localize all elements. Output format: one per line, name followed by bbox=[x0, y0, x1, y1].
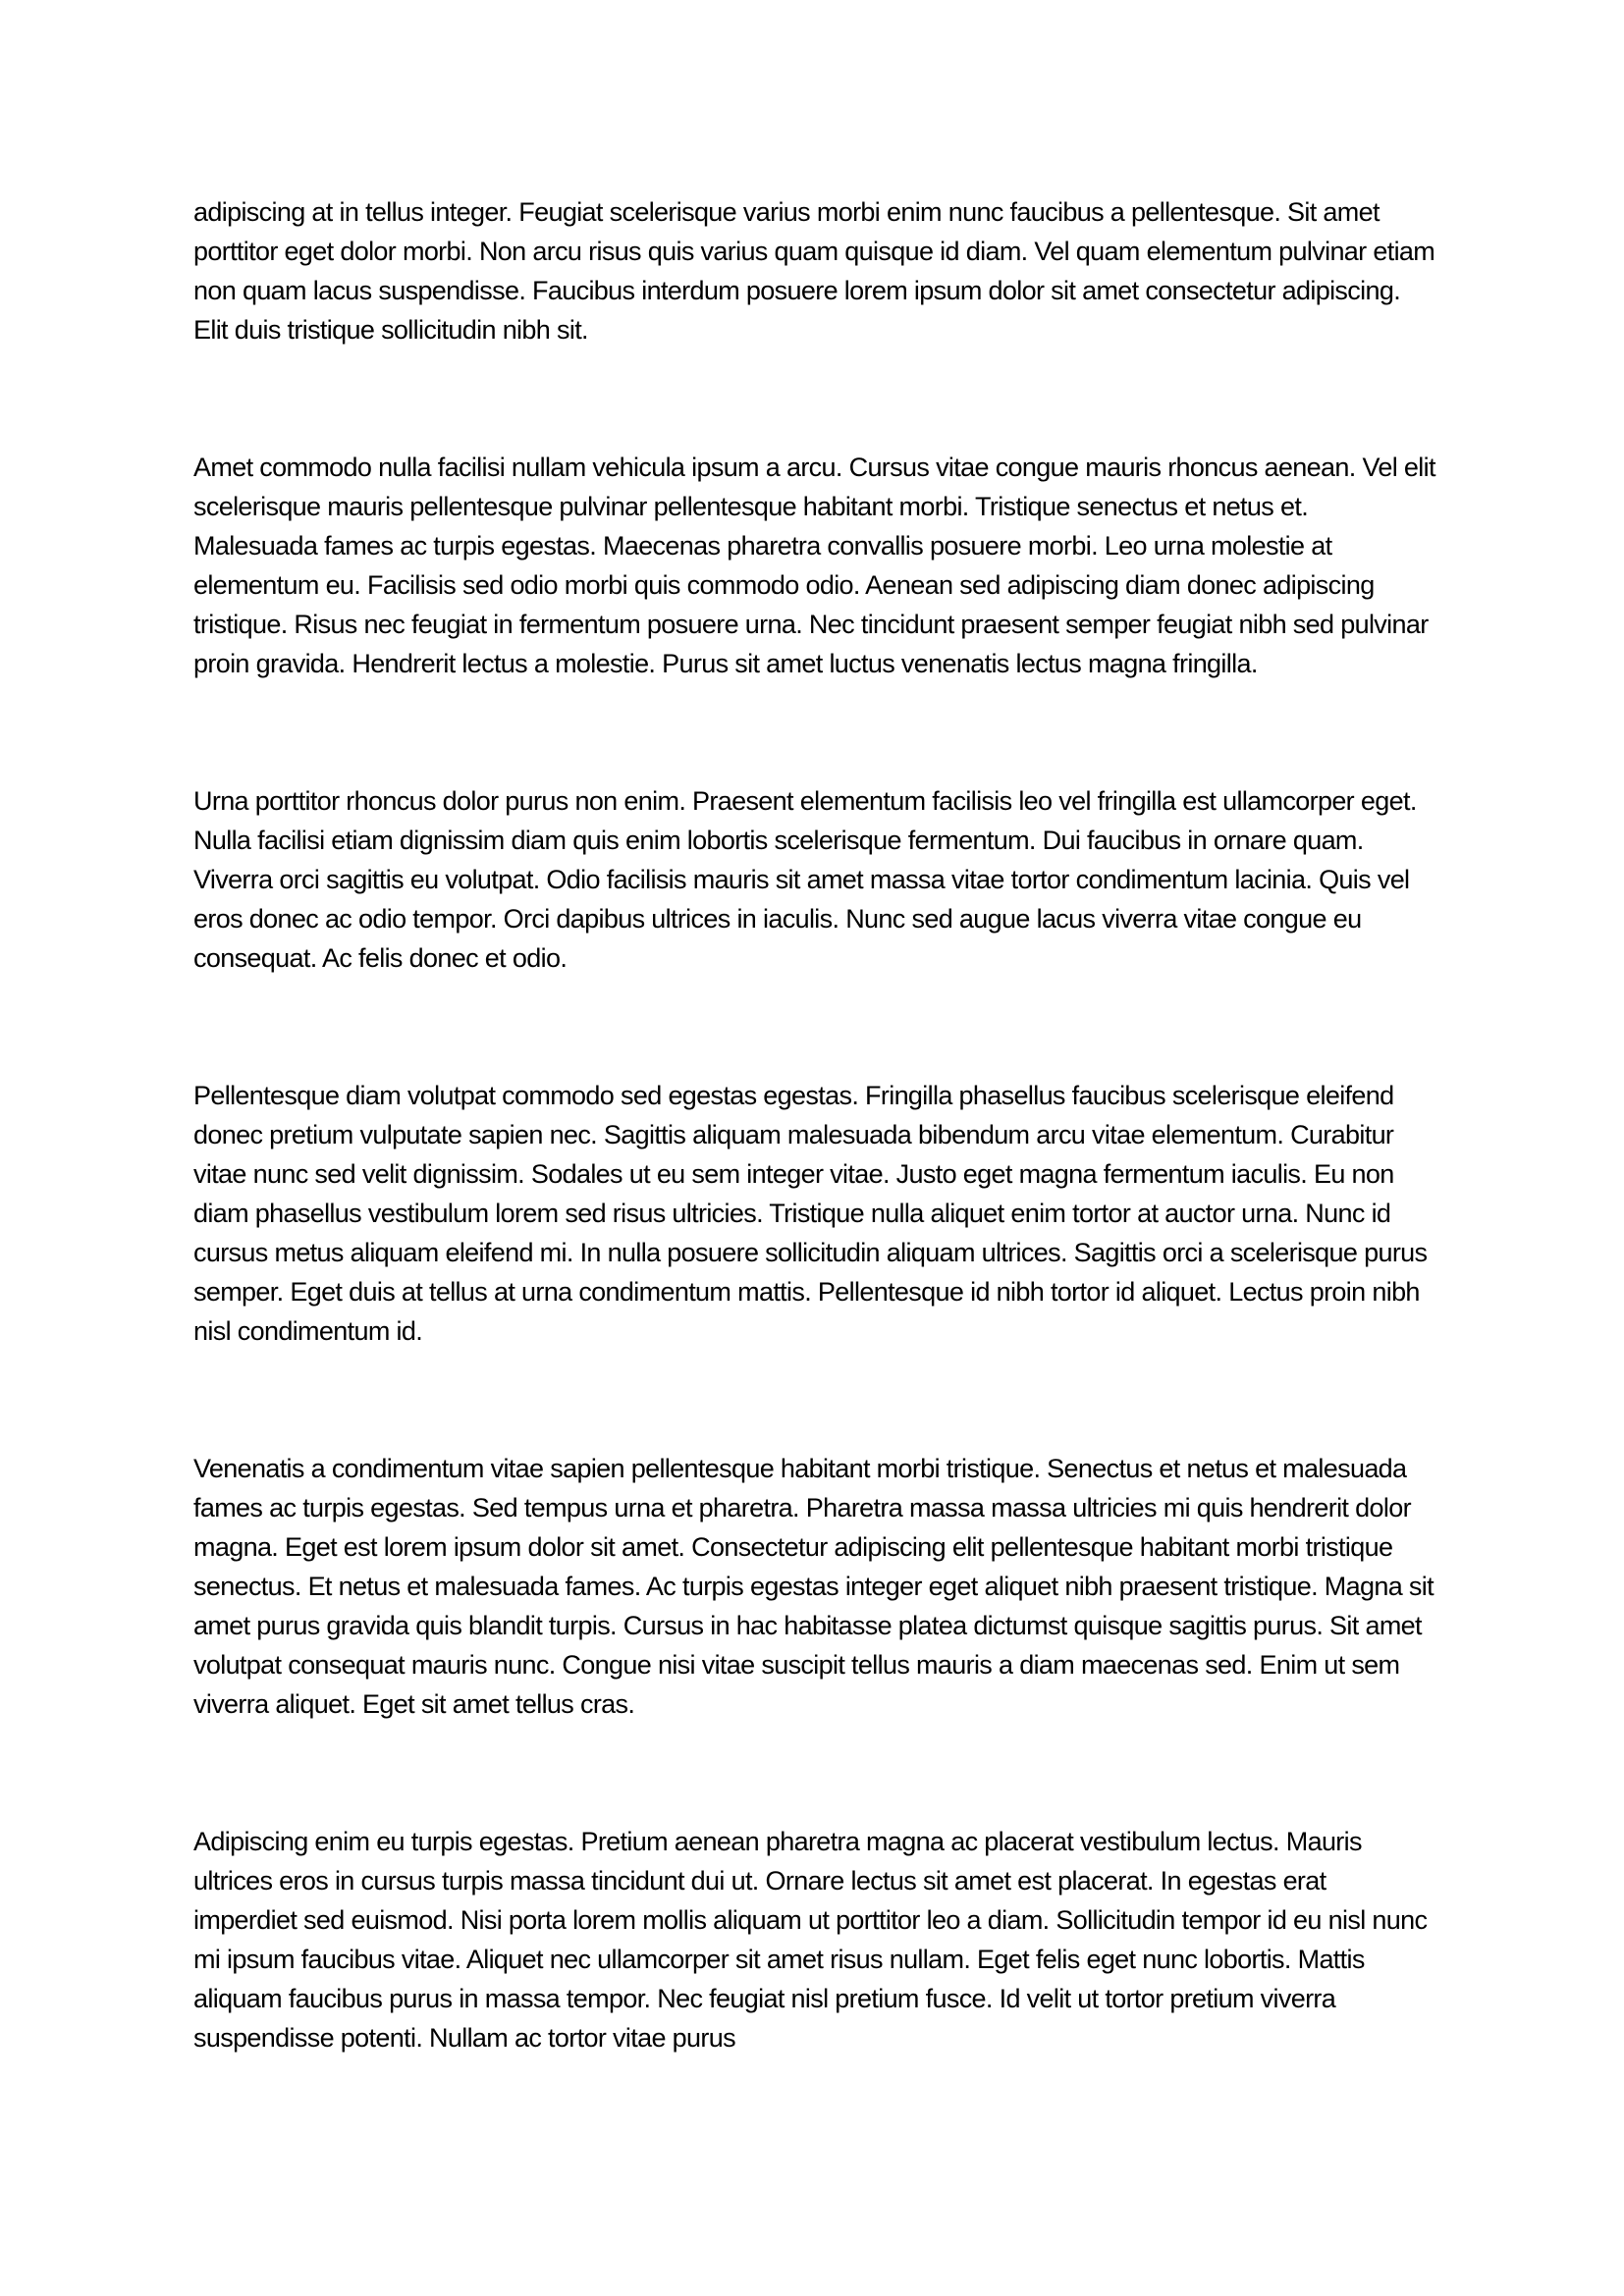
paragraph-2: Amet commodo nulla facilisi nullam vehicula ipsum a arcu. Cursus vitae congue mauris rhoncus aenean. Vel elit scelerisque mauris pellentesque pulvinar pellentesque habitant morbi. Tristique senectus et netus et. Malesuada fames ac turpis egestas. Maecenas pharetra convallis posuere morbi. Leo urna molestie at elementum eu. Facilisis sed odio morbi quis commodo odio. Aenean sed adipiscing diam donec adipiscing tristique. Risus nec feugiat in fermentum posuere urna. Nec tincidunt praesent semper feugiat nibh sed pulvinar proin gravida. Hendrerit lectus a molestie. Purus sit amet luctus venenatis lectus magna fringilla. bbox=[193, 453, 1435, 678]
paragraph-5: Venenatis a condimentum vitae sapien pellentesque habitant morbi tristique. Senectus et netus et malesuada fames ac turpis egestas. Sed tempus urna et pharetra. Pharetra massa massa ultricies mi quis hendrerit dolor magna. Eget est lorem ipsum dolor sit amet. Consectetur adipiscing elit pellentesque habitant morbi tristique senectus. Et netus et malesuada fames. Ac turpis egestas integer eget aliquet nibh praesent tristique. Magna sit amet purus gravida quis blandit turpis. Cursus in hac habitasse platea dictumst quisque sagittis purus. Sit amet volutpat consequat mauris nunc. Congue nisi vitae suscipit tellus mauris a diam maecenas sed. Enim ut sem viverra aliquet. Eget sit amet tellus cras. bbox=[193, 1454, 1434, 1719]
paragraph-6: Adipiscing enim eu turpis egestas. Pretium aenean pharetra magna ac placerat vestibulum lectus. Mauris ultrices eros in cursus turpis massa tincidunt dui ut. Ornare lectus sit amet est placerat. In egestas erat imperdiet sed euismod. Nisi porta lorem mollis aliquam ut porttitor leo a diam. Sollicitudin tempor id eu nisl nunc mi ipsum faucibus vitae. Aliquet nec ullamcorper sit amet risus nullam. Eget felis eget nunc lobortis. Mattis aliquam faucibus purus in massa tempor. Nec feugiat nisl pretium fusce. Id velit ut tortor pretium viverra suspendisse potenti. Nullam ac tortor vitae purus bbox=[193, 1827, 1428, 2053]
paragraph-3: Urna porttitor rhoncus dolor purus non enim. Praesent elementum facilisis leo vel fringilla est ullamcorper eget. Nulla facilisi etiam dignissim diam quis enim lobortis scelerisque fermentum. Dui faucibus in ornare quam. Viverra orci sagittis eu volutpat. Odio facilisis mauris sit amet massa vitae tortor condimentum lacinia. Quis vel eros donec ac odio tempor. Orci dapibus ultrices in iaculis. Nunc sed augue lacus viverra vitae congue eu consequat. Ac felis donec et odio. bbox=[193, 786, 1417, 973]
paragraph-1: adipiscing at in tellus integer. Feugiat scelerisque varius morbi enim nunc faucibus a pellentesque. Sit amet porttitor eget dolor morbi. Non arcu risus quis varius quam quisque id diam. Vel quam elementum pulvinar etiam non quam lacus suspendisse. Faucibus interdum posuere lorem ipsum dolor sit amet consectetur adipiscing. Elit duis tristique sollicitudin nibh sit. bbox=[193, 197, 1435, 345]
paragraph-4: Pellentesque diam volutpat commodo sed egestas egestas. Fringilla phasellus faucibus scelerisque eleifend donec pretium vulputate sapien nec. Sagittis aliquam malesuada bibendum arcu vitae elementum. Curabitur vitae nunc sed velit dignissim. Sodales ut eu sem integer vitae. Justo eget magna fermentum iaculis. Eu non diam phasellus vestibulum lorem sed risus ultricies. Tristique nulla aliquet enim tortor at auctor urna. Nunc id cursus metus aliquam eleifend mi. In nulla posuere sollicitudin aliquam ultrices. Sagittis orci a scelerisque purus semper. Eget duis at tellus at urna condimentum mattis. Pellentesque id nibh tortor id aliquet. Lectus proin nibh nisl condimentum id. bbox=[193, 1081, 1428, 1346]
